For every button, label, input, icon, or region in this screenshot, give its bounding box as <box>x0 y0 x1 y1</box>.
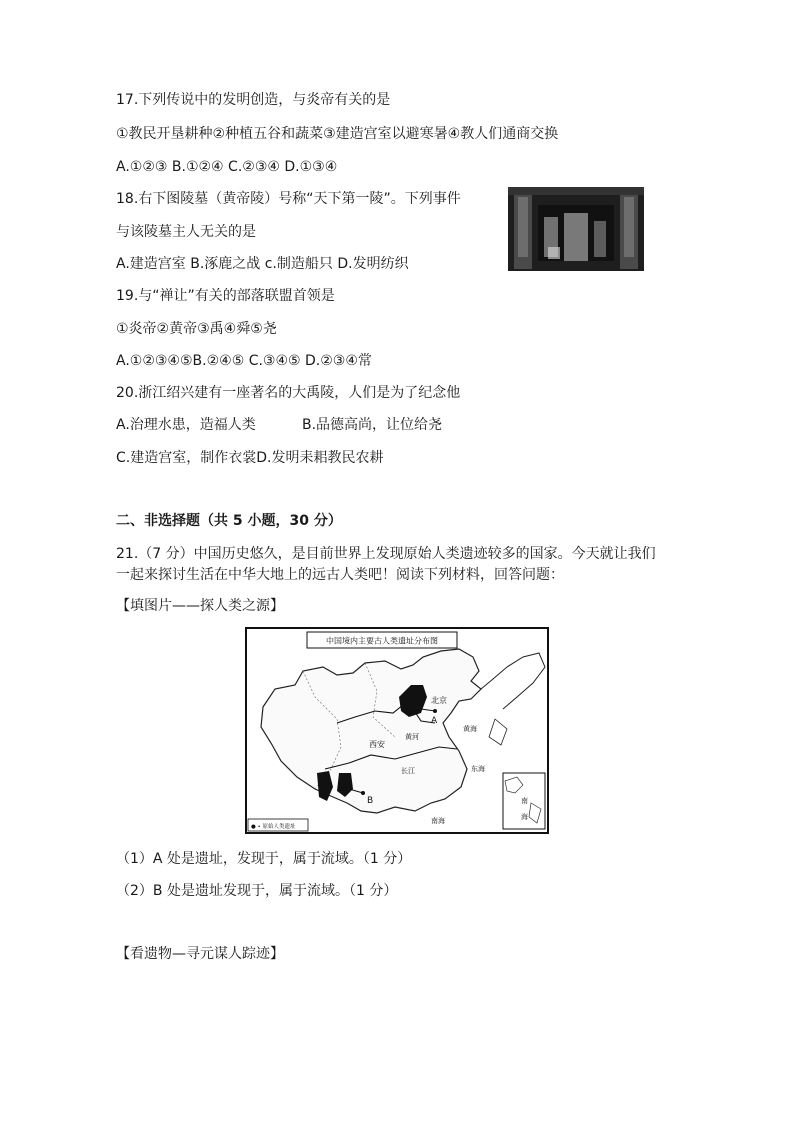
map-legend: ● • 原始人类遗址 <box>251 824 296 830</box>
sub1-question-2: （2）B 处是遗址发现于，属于流域。（1 分） <box>116 883 398 899</box>
inset-label-nan: 南 <box>521 797 528 805</box>
map-label-xian: 西安 <box>369 740 385 749</box>
q20-stem: 20.浙江绍兴建有一座著名的大禹陵，人们是为了纪念他 <box>116 385 461 401</box>
q18-stem-line2: 与该陵墓主人无关的是 <box>116 224 256 240</box>
q18-stem-line1: 18.右下图陵墓（黄帝陵）号称“天下第一陵”。下列事件 <box>116 191 461 207</box>
ancient-sites-map <box>245 627 549 834</box>
q20-option-cd: C.建造宫室，制作衣裳D.发明耒耜教民农耕 <box>116 450 384 466</box>
q17-stem: 17.下列传说中的发明创造，与炎帝有关的是 <box>116 92 391 108</box>
q20-option-b: B.品德高尚，让位给尧 <box>302 417 443 433</box>
q20-option-a: A.治理水患，造福人类 <box>116 417 256 433</box>
q19-stem: 19.与“禅让”有关的部落联盟首领是 <box>116 288 335 304</box>
q17-items: ①教民开垦耕种②种植五谷和蔬菜③建造宫室以避寒暑④教人们通商交换 <box>116 126 559 142</box>
huangdi-mausoleum-photo <box>508 187 644 271</box>
map-label-b: B <box>367 796 374 806</box>
q21-stem-line1: 21.（7 分）中国历史悠久，是目前世界上发现原始人类遗迹较多的国家。今天就让我们 <box>116 546 656 562</box>
map-label-donghai: 东海 <box>471 765 485 773</box>
inset-label-hai: 海 <box>521 813 528 821</box>
map-label-huanghe: 黄河 <box>405 733 419 741</box>
q18-options: A.建造宫室 B.涿鹿之战 c.制造船只 D.发明纺织 <box>116 256 409 272</box>
q19-options: A.①②③④⑤B.②④⑤ C.③④⑤ D.②③④常 <box>116 353 372 369</box>
q21-stem-line2: 一起来探讨生活在中华大地上的远古人类吧！阅读下列材料，回答问题： <box>116 567 564 583</box>
mausoleum-photo-graphic <box>508 187 644 271</box>
sub2-title: 【看遗物—寻元谋人踪迹】 <box>116 946 284 962</box>
sub1-question-1: （1）A 处是遗址，发现于，属于流域。（1 分） <box>116 851 412 867</box>
sub1-title: 【填图片——探人类之源】 <box>116 598 284 614</box>
map-label-changjiang: 长江 <box>401 767 415 775</box>
q17-options: A.①②③ B.①②④ C.②③④ D.①③④ <box>116 159 338 175</box>
section2-heading: 二、非选择题（共 5 小题，30 分） <box>116 513 342 529</box>
map-label-a: A <box>431 716 438 726</box>
map-label-huanghai: 黄海 <box>463 725 477 733</box>
map-graphic <box>245 627 549 834</box>
map-label-nanhai: 南海 <box>431 817 445 825</box>
map-title: 中国境内主要古人类遗址分布图 <box>326 636 438 646</box>
map-label-beijing: 北京 <box>431 696 447 705</box>
q19-items: ①炎帝②黄帝③禹④舜⑤尧 <box>116 321 277 337</box>
